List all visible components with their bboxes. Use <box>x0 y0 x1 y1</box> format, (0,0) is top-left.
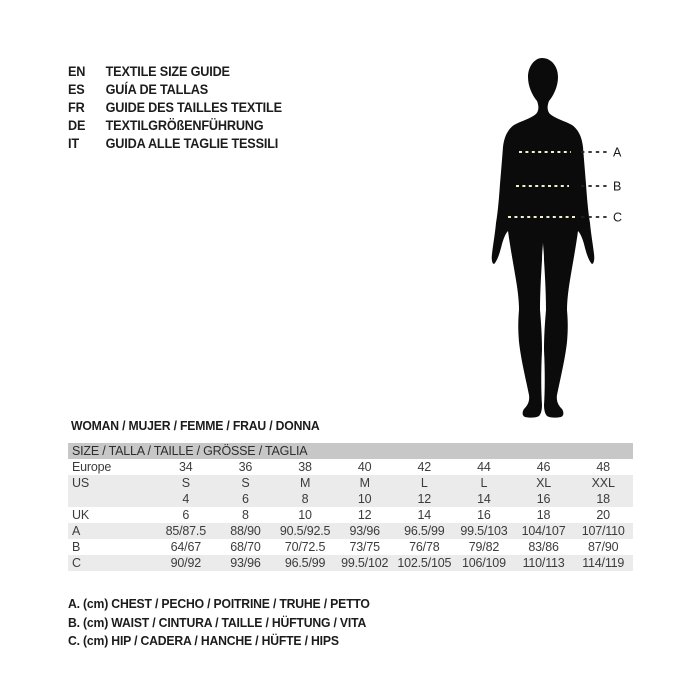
size-cell: 107/110 <box>581 524 625 538</box>
language-row <box>68 135 282 153</box>
language-row <box>68 63 282 81</box>
language-code: EN <box>68 64 86 79</box>
size-cell: 18 <box>596 492 610 506</box>
woman-silhouette-figure <box>480 50 660 430</box>
size-cell: S <box>241 476 250 490</box>
size-table <box>68 443 633 571</box>
size-cell: 83/86 <box>528 540 559 554</box>
language-row <box>68 99 282 117</box>
size-cell: L <box>420 476 428 490</box>
size-table-header: SIZE / TALLA / TAILLE / GRÖSSE / TAGLIA <box>68 443 633 459</box>
language-list <box>68 63 282 153</box>
size-cell: 16 <box>477 508 491 522</box>
size-cell: 93/96 <box>349 524 380 538</box>
size-cell: 64/67 <box>170 540 201 554</box>
size-cell: 8 <box>301 492 309 506</box>
legend-line: B. (cm) WAIST / CINTURA / TAILLE / HÜFTUNG / VITA <box>68 614 367 630</box>
size-cell: XL <box>536 476 551 490</box>
section-title: WOMAN / MUJER / FEMME / FRAU / DONNA <box>71 418 320 433</box>
size-cell: 110/113 <box>522 556 565 570</box>
size-cell: 90/92 <box>170 556 201 570</box>
size-cell: 10 <box>357 492 372 506</box>
size-cell: 42 <box>417 460 432 474</box>
measure-label-a: A <box>613 145 622 160</box>
language-code: IT <box>68 136 79 151</box>
size-cell: 96.5/99 <box>284 556 326 570</box>
size-cell: 96.5/99 <box>404 524 445 538</box>
row-label: A <box>72 524 81 538</box>
language-code: DE <box>68 118 86 133</box>
size-cell: 85/87.5 <box>165 524 206 538</box>
size-cell: L <box>480 476 488 490</box>
row-label: UK <box>72 508 89 522</box>
row-label <box>68 491 156 507</box>
size-cell: 46 <box>536 460 551 474</box>
size-cell: 104/107 <box>521 524 566 538</box>
size-cell: M <box>359 476 370 490</box>
legend-line: A. (cm) CHEST / PECHO / POITRINE / TRUHE / PETTO <box>68 596 370 611</box>
size-cell: 93/96 <box>230 556 261 570</box>
woman-silhouette <box>492 58 595 418</box>
size-cell: 6 <box>182 508 190 522</box>
table-row <box>68 507 633 523</box>
size-cell: 14 <box>417 508 432 522</box>
row-label: C <box>72 556 81 570</box>
row-label: Europe <box>72 460 112 474</box>
size-cell: 106/109 <box>462 556 506 570</box>
measurement-legend <box>68 595 370 651</box>
size-cell: 79/82 <box>468 540 500 554</box>
size-cell: 16 <box>536 492 551 506</box>
size-cell: S <box>181 476 190 490</box>
row-label: US <box>72 476 89 490</box>
measure-label-b: B <box>613 179 622 194</box>
size-cell: XXL <box>591 476 615 490</box>
size-cell: 10 <box>298 508 312 522</box>
table-row <box>68 459 633 475</box>
row-label: B <box>72 540 81 554</box>
size-cell: 114/119 <box>582 556 625 570</box>
size-cell: 90.5/92.5 <box>279 524 331 538</box>
size-cell: 99.5/103 <box>460 524 508 538</box>
size-cell: 48 <box>596 460 610 474</box>
table-row <box>68 523 633 539</box>
language-row <box>68 81 282 99</box>
language-label: GUÍA DE TALLAS <box>105 82 209 97</box>
table-row <box>68 539 633 555</box>
language-code: FR <box>68 100 85 115</box>
size-cell: 44 <box>477 460 491 474</box>
size-cell: M <box>299 476 311 490</box>
size-cell: 14 <box>477 492 491 506</box>
language-label: TEXTILGRÖßENFÜHRUNG <box>105 118 264 133</box>
size-cell: 4 <box>182 492 190 506</box>
size-cell: 18 <box>536 508 551 522</box>
language-code: ES <box>68 82 85 97</box>
size-cell: 68/70 <box>230 540 261 554</box>
size-cell: 38 <box>298 460 312 474</box>
size-cell: 99.5/102 <box>341 556 389 570</box>
measure-label-c: C <box>613 210 623 225</box>
size-cell: 6 <box>242 492 249 506</box>
size-cell: 88/90 <box>230 524 261 538</box>
size-cell: 87/90 <box>588 540 619 554</box>
size-cell: 102.5/105 <box>397 556 452 570</box>
size-cell: 8 <box>242 508 249 522</box>
size-cell: 34 <box>179 460 193 474</box>
size-cell: 12 <box>417 492 432 506</box>
size-cell: 73/75 <box>349 540 380 554</box>
size-cell: 36 <box>238 460 253 474</box>
table-row <box>68 555 633 571</box>
size-cell: 40 <box>357 460 372 474</box>
size-cell: 12 <box>357 508 372 522</box>
table-row <box>68 491 633 507</box>
size-table-body <box>68 459 633 571</box>
size-cell: 20 <box>596 508 610 522</box>
language-label: GUIDA ALLE TAGLIE TESSILI <box>105 136 279 151</box>
language-label: GUIDE DES TAILLES TEXTILE <box>105 100 282 115</box>
size-cell: 76/78 <box>409 540 440 554</box>
size-cell: 70/72.5 <box>284 540 326 554</box>
legend-line: C. (cm) HIP / CADERA / HANCHE / HÜFTE / HIPS <box>68 633 339 648</box>
table-row <box>68 475 633 491</box>
language-label: TEXTILE SIZE GUIDE <box>105 64 230 79</box>
language-row <box>68 117 282 135</box>
